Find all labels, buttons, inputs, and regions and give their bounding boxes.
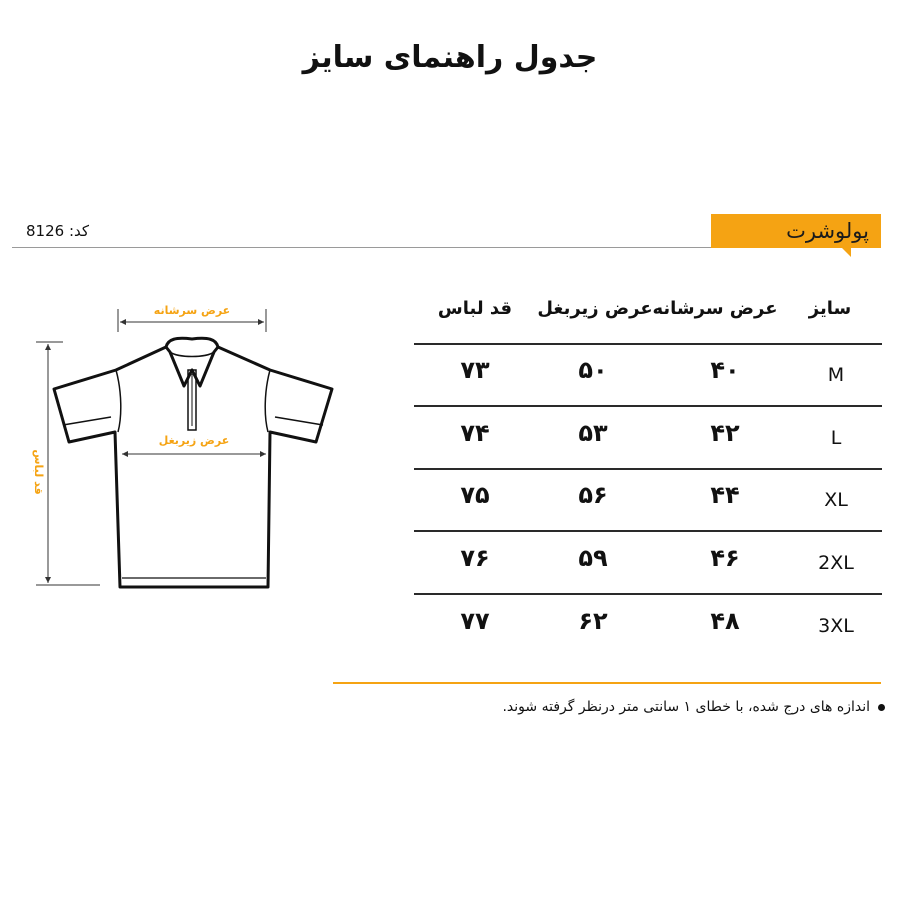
table-cell-chest: ۵۳ (578, 419, 608, 447)
table-cell-size: L (830, 427, 842, 449)
left-cuff-line (63, 417, 111, 425)
table-cell-shoulder: ۴۴ (710, 481, 740, 509)
table-rule (414, 343, 882, 345)
table-cell-length: ۷۳ (460, 356, 490, 384)
table-rule (414, 593, 882, 595)
product-code-label: کد: (68, 222, 90, 240)
tolerance-note (420, 699, 885, 715)
header-shoulder: عرض سرشانه (652, 298, 778, 319)
bullet-icon (878, 704, 885, 711)
left-sleeve-seam (116, 370, 121, 432)
product-name: پولوشرت (786, 219, 869, 243)
table-cell-shoulder: ۴۰ (710, 356, 740, 384)
table-rule (414, 405, 882, 407)
table-cell-chest: ۵۶ (578, 481, 608, 509)
table-cell-shoulder: ۴۲ (710, 419, 740, 447)
chest-label: عرض زیربغل (158, 434, 230, 447)
right-sleeve-seam (265, 370, 270, 432)
table-rule (414, 530, 882, 532)
table-cell-length: ۷۷ (460, 607, 490, 635)
table-cell-length: ۷۶ (460, 544, 490, 572)
table-cell-chest: ۵۰ (578, 356, 608, 384)
table-cell-shoulder: ۴۸ (710, 607, 740, 635)
header-chest: عرض زیربغل (537, 298, 653, 319)
table-cell-length: ۷۵ (460, 481, 490, 509)
footer-rule (333, 682, 881, 684)
right-cuff-line (275, 417, 323, 425)
shoulder-arrow-left (120, 319, 126, 325)
shoulder-arrow-right (258, 319, 264, 325)
table-cell-chest: ۵۹ (578, 544, 608, 572)
chest-arrow-left (122, 451, 128, 457)
header-size: سایز (808, 298, 852, 319)
table-cell-size: M (827, 364, 845, 386)
table-cell-shoulder: ۴۶ (710, 544, 740, 572)
shirt-outline (54, 347, 332, 587)
table-cell-chest: ۶۲ (578, 607, 608, 635)
shoulder-label: عرض سرشانه (153, 304, 231, 317)
length-label: قد لباس (32, 449, 45, 495)
table-rule (414, 468, 882, 470)
header-length: قد لباس (437, 298, 513, 319)
polo-shirt-diagram (18, 292, 348, 602)
table-cell-size: XL (824, 489, 848, 511)
table-cell-size: 2XL (818, 552, 854, 574)
tab-arrow-decoration (841, 247, 851, 257)
length-arrow-bottom (45, 577, 51, 583)
product-tab (711, 214, 881, 248)
table-cell-size: 3XL (818, 615, 854, 637)
table-cell-length: ۷۴ (460, 419, 490, 447)
product-code (26, 222, 89, 240)
length-arrow-top (45, 344, 51, 350)
product-code-value: 8126 (26, 222, 65, 240)
note-text: اندازه های درج شده، با خطای ۱ سانتی متر درنظر گرفته شوند. (502, 699, 870, 715)
chest-arrow-right (260, 451, 266, 457)
page-title: جدول راهنمای سایز (302, 40, 598, 75)
